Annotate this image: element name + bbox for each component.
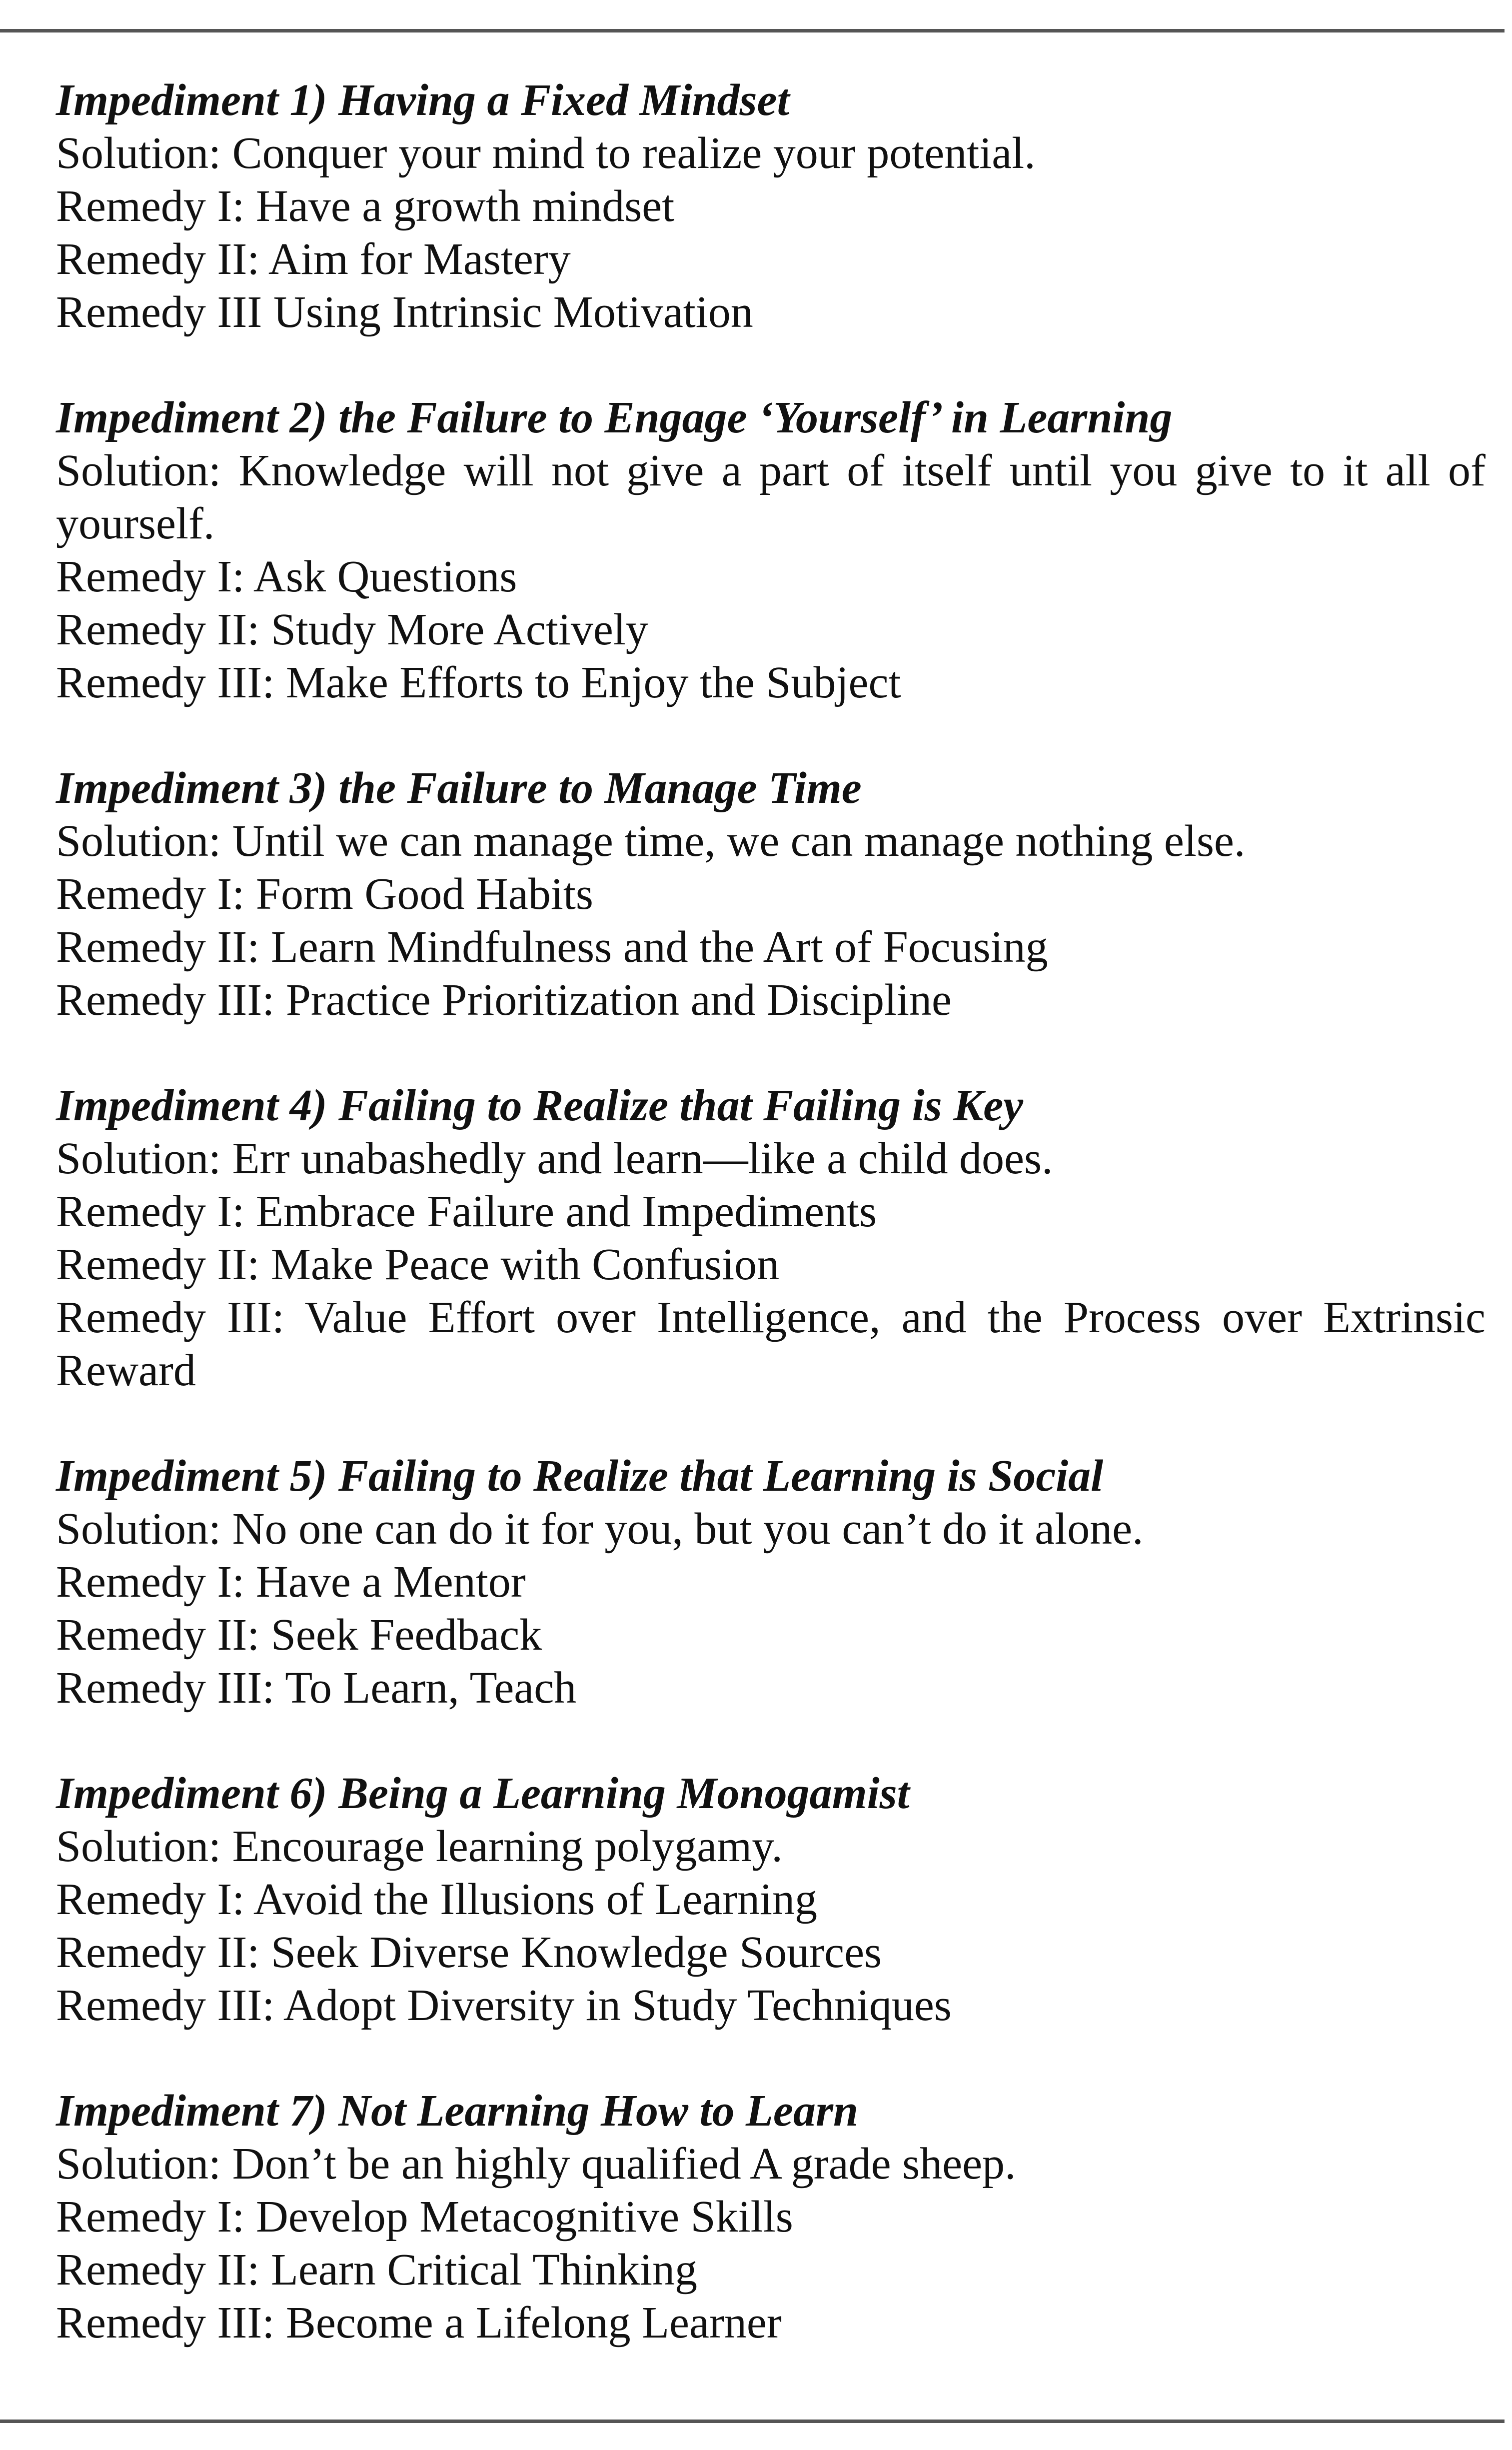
impediment-block-3	[56, 762, 1486, 1027]
remedy-item: Remedy III: Value Effort over Intelligence, and the Process over Extrinsic Reward	[56, 1293, 1486, 1395]
impediment-title: Impediment 4) Failing to Realize that Failing is Key	[56, 1081, 1024, 1130]
remedy-item: Remedy II: Study More Actively	[56, 605, 648, 654]
impediment-title: Impediment 5) Failing to Realize that Learning is Social	[56, 1451, 1104, 1501]
remedy-item: Remedy III: Adopt Diversity in Study Techniques	[56, 1981, 952, 2030]
remedy-item: Remedy I: Develop Metacognitive Skills	[56, 2192, 793, 2242]
impediment-title: Impediment 2) the Failure to Engage ‘Yourself’ in Learning	[56, 393, 1173, 442]
solution-text: Solution: Encourage learning polygamy.	[56, 1822, 783, 1871]
impediment-block-7	[56, 2085, 1486, 2350]
remedy-item: Remedy II: Seek Feedback	[56, 1610, 542, 1660]
remedy-item: Remedy III: To Learn, Teach	[56, 1663, 577, 1713]
impediments-table	[56, 74, 1486, 2350]
remedy-item: Remedy II: Make Peace with Confusion	[56, 1240, 780, 1289]
solution-text: Solution: Don’t be an highly qualified A grade sheep.	[56, 2139, 1016, 2189]
remedy-item: Remedy I: Have a growth mindset	[56, 181, 675, 231]
solution-text: Solution: Knowledge will not give a part of itself until you give to it all of yourself.	[56, 446, 1486, 548]
solution-text: Solution: Conquer your mind to realize your potential.	[56, 128, 1036, 178]
solution-text: Solution: Until we can manage time, we can manage nothing else.	[56, 816, 1246, 866]
impediment-block-4	[56, 1079, 1486, 1397]
remedy-item: Remedy II: Seek Diverse Knowledge Sources	[56, 1928, 882, 1977]
remedy-item: Remedy III: Practice Prioritization and Discipline	[56, 975, 952, 1025]
impediment-block-1	[56, 74, 1486, 339]
impediment-title: Impediment 1) Having a Fixed Mindset	[56, 75, 790, 125]
solution-text: Solution: Err unabashedly and learn—like a child does.	[56, 1134, 1053, 1183]
remedy-item: Remedy I: Have a Mentor	[56, 1557, 526, 1607]
remedy-item: Remedy III: Become a Lifelong Learner	[56, 2298, 782, 2348]
impediment-title: Impediment 3) the Failure to Manage Time	[56, 763, 862, 813]
solution-text: Solution: No one can do it for you, but you can’t do it alone.	[56, 1504, 1144, 1554]
bottom-rule	[0, 2420, 1505, 2423]
top-rule	[0, 29, 1505, 32]
impediment-block-6	[56, 1767, 1486, 2032]
remedy-item: Remedy I: Form Good Habits	[56, 869, 593, 919]
impediment-block-2	[56, 391, 1486, 709]
remedy-item: Remedy I: Avoid the Illusions of Learning	[56, 1875, 818, 1924]
remedy-item: Remedy I: Embrace Failure and Impediments	[56, 1187, 877, 1236]
remedy-item: Remedy II: Learn Mindfulness and the Art of Focusing	[56, 922, 1048, 972]
remedy-item: Remedy II: Learn Critical Thinking	[56, 2245, 697, 2295]
impediment-block-5	[56, 1450, 1486, 1715]
impediment-title: Impediment 7) Not Learning How to Learn	[56, 2086, 859, 2136]
impediment-title: Impediment 6) Being a Learning Monogamist	[56, 1769, 910, 1818]
remedy-item: Remedy III: Make Efforts to Enjoy the Subject	[56, 658, 901, 707]
remedy-item: Remedy II: Aim for Mastery	[56, 234, 571, 284]
remedy-item: Remedy III Using Intrinsic Motivation	[56, 287, 753, 337]
remedy-item: Remedy I: Ask Questions	[56, 552, 517, 601]
